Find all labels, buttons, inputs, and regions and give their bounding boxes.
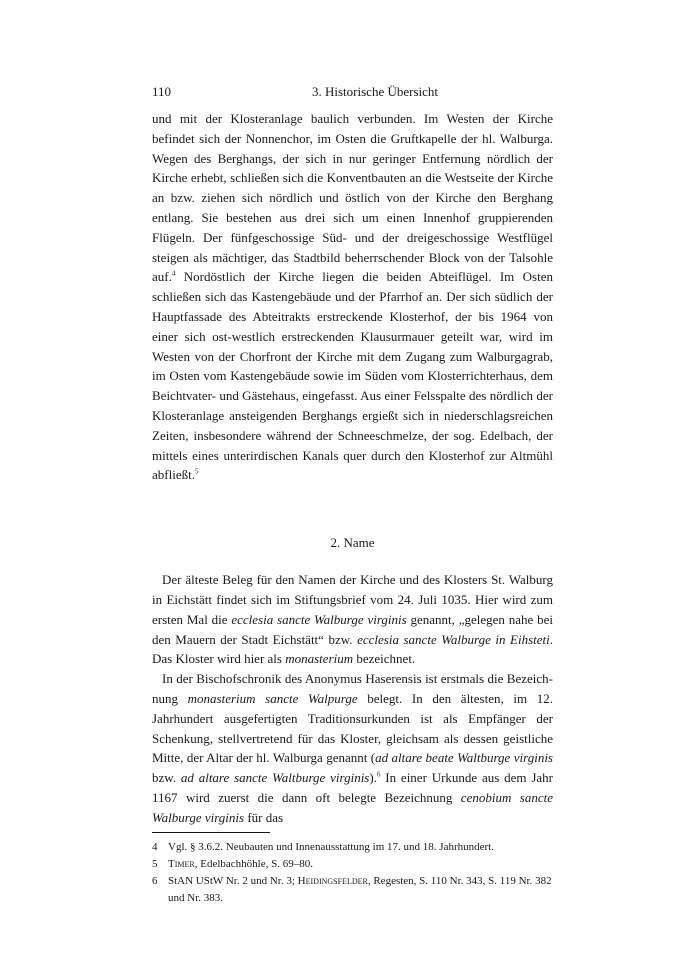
footnote-6 <box>152 873 553 907</box>
text-run: In der Bischofschronik des Anonymus Haserensis ist erstmals die Bezeichnung <box>152 671 553 706</box>
text-run: In einer Urkunde aus dem Jahr 1167 wird zuerst die dann oft belegte Bezeichnung <box>152 770 554 805</box>
text-run: bezeichnet. <box>353 651 416 667</box>
running-title: 3. Historische Übersicht <box>312 84 439 99</box>
page-number: 110 <box>152 84 172 99</box>
text-run: ). <box>369 770 377 786</box>
latin-term: cenobium sancte Walburge virginis <box>152 789 553 825</box>
paragraph <box>152 570 553 669</box>
latin-term: ad altare beate Waltburge virginis <box>375 750 553 766</box>
text-run: bzw. <box>152 770 181 786</box>
text-run: belegt. In den ältesten, im 12. Jahrhundert ausgefertigten Traditionsurkunden ist als Empfänger der Schenkung, stellvertretend für das Kloster, gleichsam als dessen geistliche Mitte, der Altar der hl. Walburga genannt ( <box>152 690 553 766</box>
author-name: Heidingsfelder <box>297 874 368 887</box>
running-head <box>152 82 553 102</box>
text-run: . Das Kloster wird hier als <box>152 631 554 667</box>
text-run: genannt, „gelegen nahe bei den Mauern der Stadt Eichstätt“ bzw. <box>152 611 553 647</box>
footnote-text: Vgl. § 3.6.2. Neubauten und Innenausstattung im 17. und 18. Jahrhundert. <box>168 840 494 853</box>
footnote-text: , Regesten, S. 110 Nr. 343, S. 119 Nr. 382 und Nr. 383. <box>168 874 552 904</box>
book-page <box>152 82 553 907</box>
text-run: Der älteste Beleg für den Namen der Kirche und des Klosters St. Walburg in Eichstätt findet sich im Stiftungsbrief vom 24. Juli 1035. Hier wird zum ersten Mal die <box>152 572 553 627</box>
section-heading: 2. Name <box>330 535 375 551</box>
footnote-number: 6 <box>152 874 158 887</box>
footnote-ref: 5 <box>194 468 199 477</box>
body-text <box>152 109 553 828</box>
footnote-rule <box>152 832 270 833</box>
paragraph <box>152 109 553 485</box>
text-run: Nordöstlich der Kirche liegen die beiden Abteiflügel. Im Osten schließen sich das Kastengebäude und der Pfarrhof an. Der sich südlich der Hauptfassade des Abteitrakts erstreckende Klosterhof, der bis 1964 von einer sich ost-westlich erstreckenden Klausurmauer geteilt war, wird im Westen von der Chorfront der Kirche mit dem Zugang zum Walburgagrab, im Osten vom Kastengebäude sowie im Süden vom Klosterrichterhaus, dem Beichtvater- und Gästehaus, eingefasst. Aus einer Felsspalte des nördlich der Klosteranlage ansteigenden Berghangs ergießt sich in niederschlagsreichen Zeiten, insbesondere während der Schneeschmelze, der sog. Edelbach, der mittels eines unterirdischen Kanals quer durch den Klosterhof zur Altmühl abfließt. <box>152 269 553 483</box>
footnote-ref: 6 <box>376 770 381 779</box>
footnote-number: 5 <box>152 857 158 870</box>
latin-term: ecclesia sancte Walburge in Eihsteti <box>357 631 550 647</box>
footnote-ref: 4 <box>171 270 176 279</box>
text-run: und mit der Klosteranlage baulich verbunden. Im Westen der Kirche befindet sich der Nonnenchor, im Osten die Gruftkapelle der hl. Walburga. Wegen des Berghangs, der sich in nur geringer Entfernung nördlich der Kirche erhebt, schließen sich die Konventbauten an die Westseite der Kirche an bzw. ziehen sich nördlich und östlich von der Kirche den Berghang entlang. Sie bestehen aus drei sich um einen Innenhof gruppierenden Flügeln. Der fünfgeschossige Süd- und der dreigeschossige Westflügel steigen als mächtiger, das Stadtbild beherrschender Block von der Talsohle auf. <box>152 111 553 285</box>
footnote-number: 4 <box>152 840 158 853</box>
footnote-5 <box>152 856 553 873</box>
author-name: Timer <box>168 857 195 870</box>
footnote-text: StAN UStW Nr. 2 und Nr. 3; <box>168 874 298 887</box>
latin-term: monasterium sancte Walpurge <box>187 690 358 706</box>
latin-term: ecclesia sancte Walburge virginis <box>231 611 407 627</box>
footnote-4 <box>152 839 553 856</box>
paragraph <box>152 669 553 827</box>
footnotes <box>152 839 553 907</box>
footnote-text: , Edelbachhöhle, S. 69–80. <box>194 857 313 870</box>
latin-term: ad altare sancte Waltburge virginis <box>180 770 370 786</box>
latin-term: monasterium <box>285 651 354 667</box>
text-run: für das <box>244 809 284 825</box>
